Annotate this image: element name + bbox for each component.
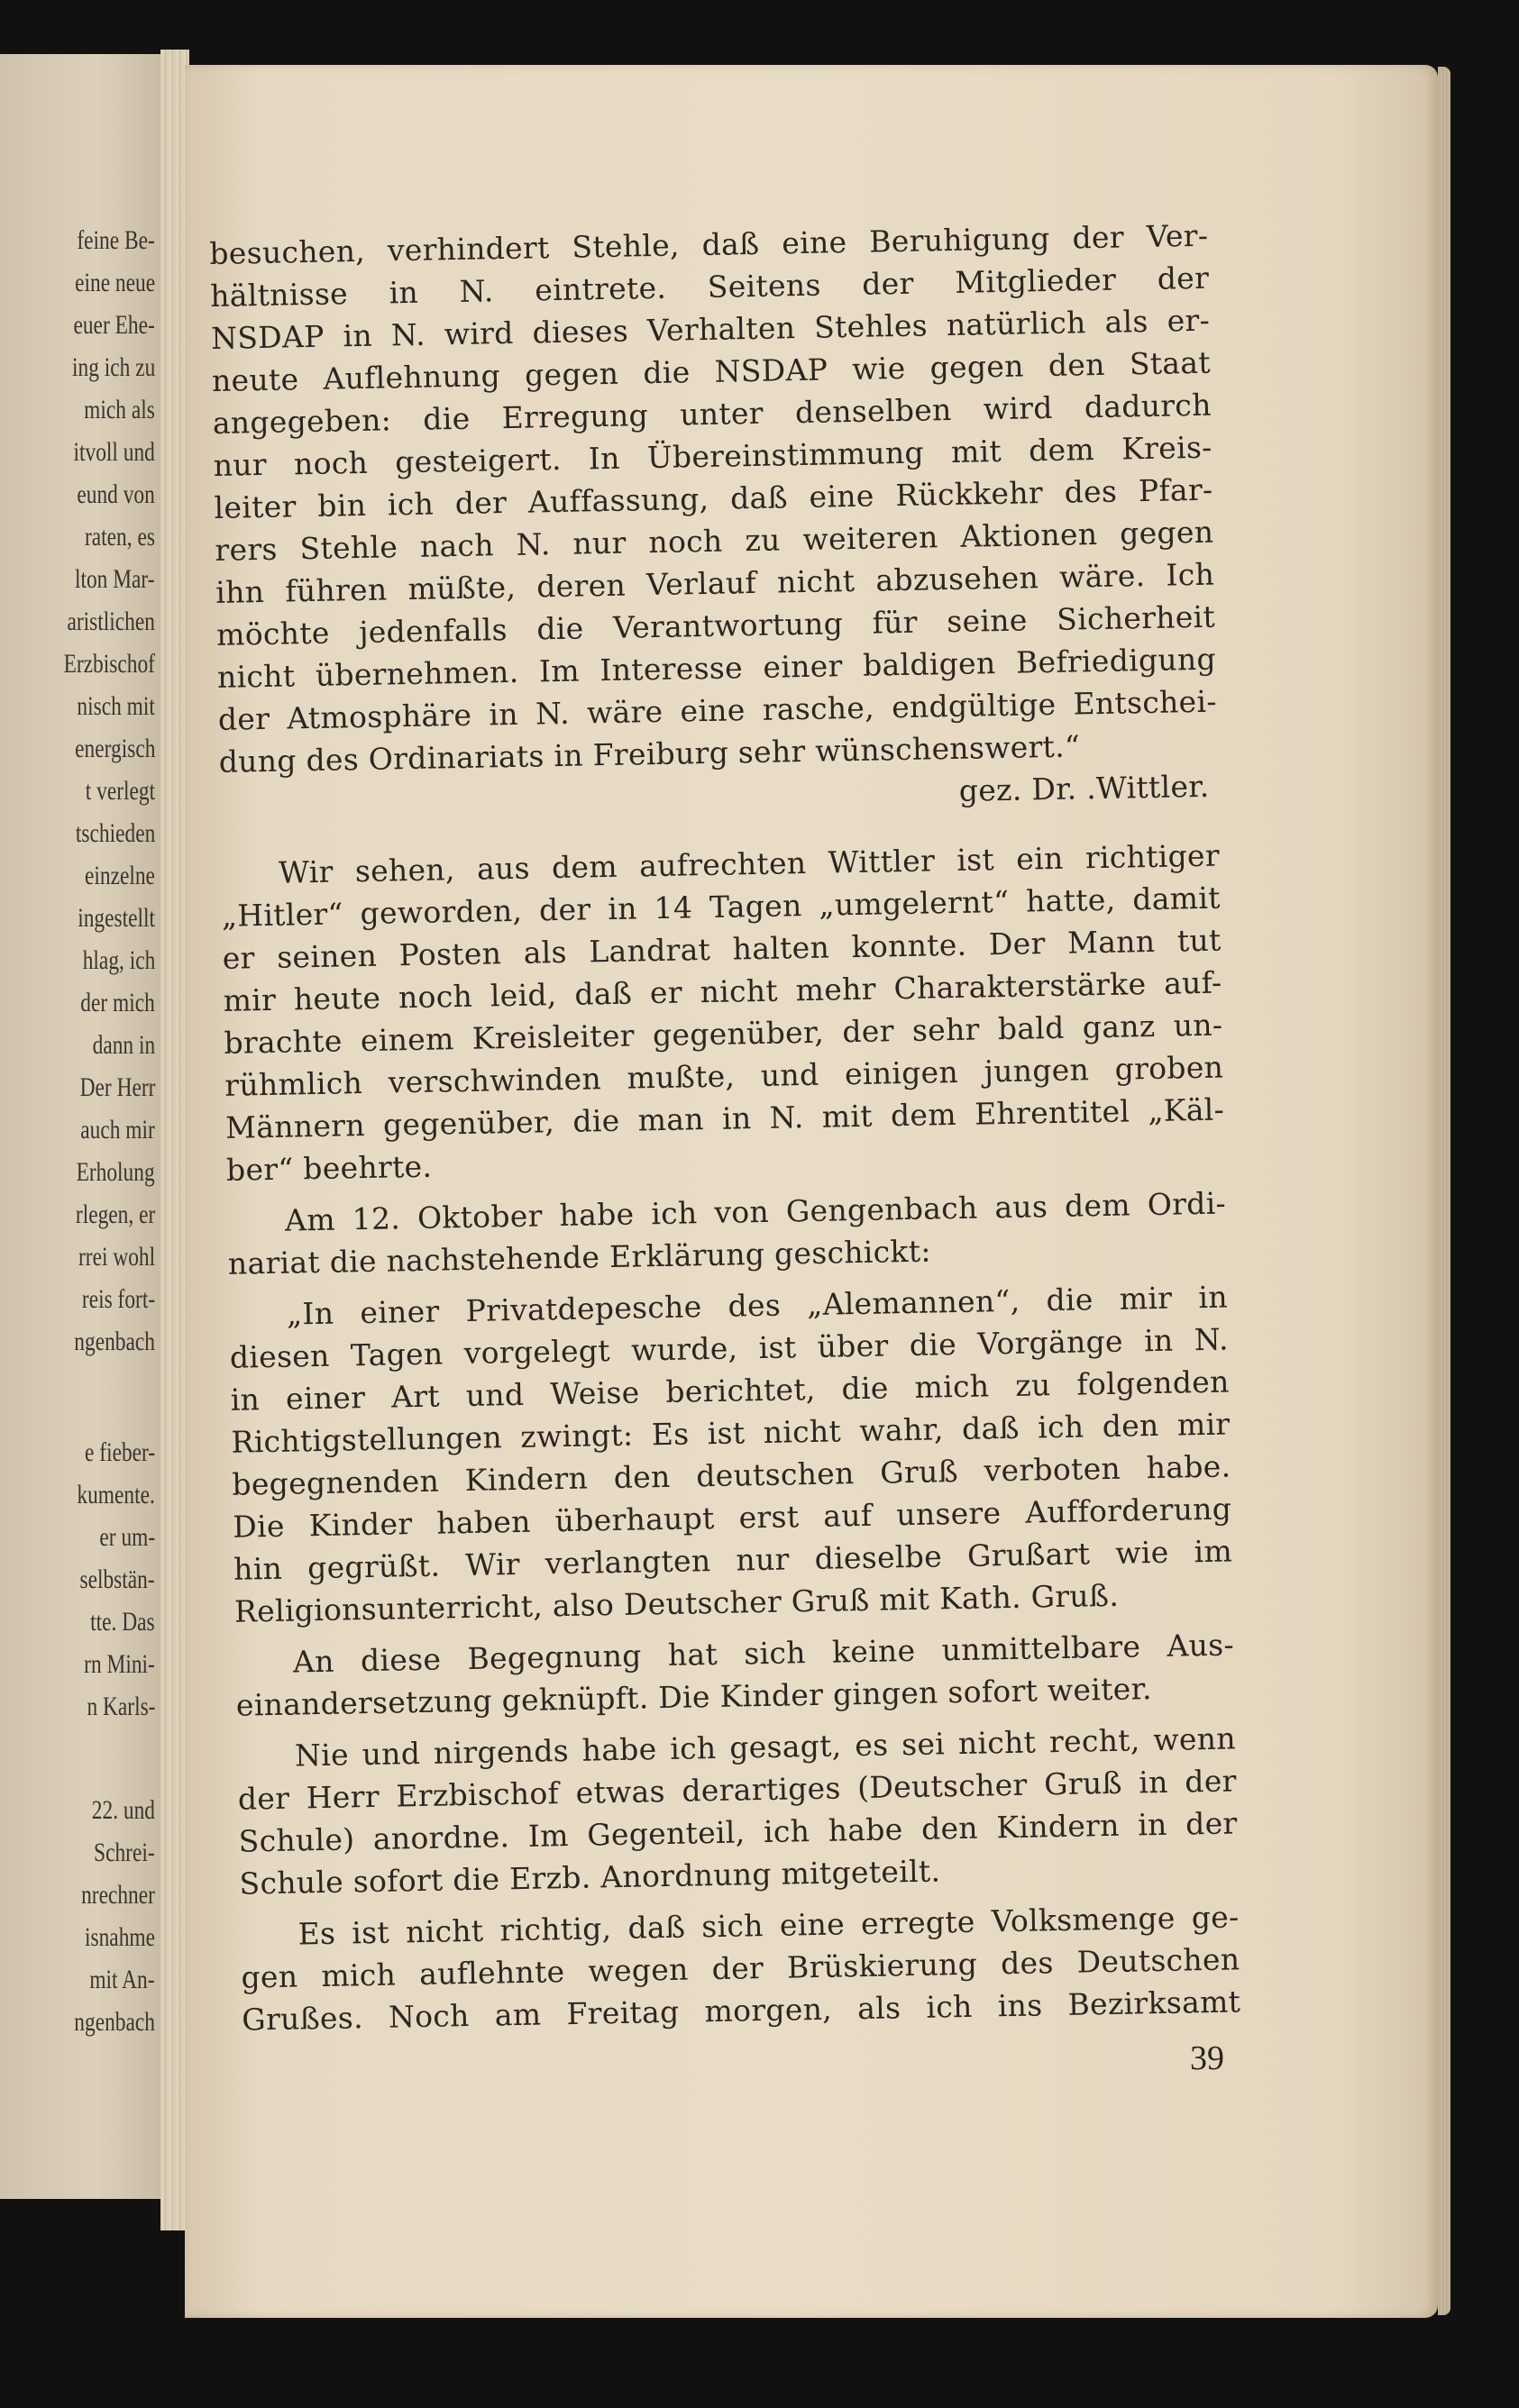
left-fragment: mit An- [89,1965,155,1994]
page-edge [1438,67,1450,2315]
left-fragment: auch mir [80,1115,155,1145]
text-line: Religionsunterricht, also Deutscher Gruß mit Kath. Gruß. [233,1577,1120,1629]
text-line: rers Stehle nach N. nur noch zu weiteren Aktionen gegen [215,514,1214,568]
text-line: nariat die nachstehende Erklärung geschickt: [227,1233,932,1282]
text-line: einandersetzung geknüpft. Die Kinder gingen sofort weiter. [235,1671,1153,1723]
left-fragment: feine Be- [77,225,155,255]
text-line: Die Kinder haben überhaupt erst auf unsere Aufforderung [232,1491,1232,1545]
left-fragment: isnahme [85,1922,155,1952]
left-fragment: mich als [84,395,155,424]
left-fragment: Erholung [76,1157,155,1187]
text-line: nur noch gesteigert. In Übereinstimmung mit dem Kreis- [213,429,1212,483]
left-fragment: 22. und [91,1795,155,1825]
text-line: rühmlich verschwinden mußte, und einigen jungen groben [224,1049,1224,1103]
text-line: „In einer Privatdepesche des „Alemannen“, die mir in [286,1279,1229,1332]
page-number: 39 [1190,2039,1224,2077]
left-fragment: der mich [80,988,155,1017]
left-fragment: ngenbach [74,2007,155,2037]
left-fragment: selbstän- [79,1564,155,1594]
text-line: Männern gegenüber, die man in N. mit dem Ehrentitel „Käl- [224,1091,1225,1145]
left-fragment: rrei wohl [78,1242,155,1272]
text-line: „Hitler“ geworden, der in 14 Tagen „umgelernt“ hatte, damit [221,880,1222,934]
left-fragment: ingestellt [78,903,155,933]
text-line: Schule) anordne. Im Gegenteil, ich habe den Kindern in der [238,1805,1238,1859]
text-line: Grußes. Noch am Freitag morgen, als ich ins Bezirksamt [241,1984,1241,2038]
left-fragment: e fieber- [84,1437,155,1467]
text-line: leiter bin ich der Auffassung, daß eine Rückkehr des Pfar- [214,471,1213,525]
text-line: in einer Art und Weise berichtet, die mich zu folgenden [230,1364,1230,1418]
signature-line: gez. Dr. .Wittler. [958,768,1210,808]
text-line: NSDAP in N. wird dieses Verhalten Stehles natürlich als er- [210,302,1211,356]
left-fragment: hlag, ich [82,945,155,975]
left-fragment: reis fort- [81,1284,155,1314]
left-fragment: dann in [92,1030,155,1060]
left-fragment: eine neue [74,268,155,297]
text-line: hin gegrüßt. Wir verlangten nur dieselbe Grußart wie im [233,1533,1233,1587]
left-fragment: nrechner [81,1880,155,1910]
text-line: mir heute noch leid, daß er nicht mehr Charakterstärke auf- [223,964,1222,1018]
left-fragment: kumente. [77,1480,155,1510]
left-fragment: einzelne [85,861,155,890]
text-line: Am 12. Oktober habe ich von Gengenbach aus dem Ordi- [284,1185,1227,1238]
text-line: besuchen, verhindert Stehle, daß eine Beruhigung der Ver- [209,217,1209,271]
left-fragment: Schrei- [94,1838,155,1867]
text-line: Es ist nicht richtig, daß sich eine erregte Volksmenge ge- [297,1899,1240,1952]
left-fragment: euer Ehe- [73,310,155,340]
left-fragment: n Karls- [86,1692,155,1721]
text-line: Richtigstellungen zwingt: Es ist nicht wahr, daß ich den mir [231,1406,1231,1460]
text-line: brachte einem Kreisleiter gegenüber, der sehr bald ganz un- [224,1007,1223,1061]
text-line: der Atmosphäre in N. wäre eine rasche, endgültige Entschei- [217,683,1218,737]
text-line: angegeben: die Erregung unter denselben wird dadurch [212,387,1212,441]
left-fragment: Erzbischof [63,649,155,679]
text-line: Wir sehen, aus dem aufrechten Wittler ist ein richtiger [278,837,1221,890]
text-line: er seinen Posten als Landrat halten konnte. Der Mann tut [222,922,1222,976]
left-fragment: Der Herr [79,1072,155,1102]
left-fragment: nisch mit [77,691,155,721]
left-fragment: lton Mar- [75,564,155,594]
text-line: der Herr Erzbischof etwas derartiges (Deutscher Gruß in der [237,1763,1238,1817]
text-line: nicht übernehmen. Im Interesse einer baldigen Befriedigung [216,641,1217,695]
facing-page-left [0,54,160,2199]
text-line: gen mich auflehnte wegen der Brüskierung des Deutschen [241,1941,1240,1995]
left-fragment: rn Mini- [84,1649,155,1679]
text-line: hältnisse in N. eintrete. Seitens der Mitglieder der [209,260,1210,314]
left-fragment: rlegen, er [75,1199,155,1229]
page-text [209,214,1241,2041]
left-fragment: tschieden [75,818,155,848]
left-fragment: aristlichen [67,607,155,636]
text-line: begegnenden Kindern den deutschen Gruß verboten habe. [232,1448,1231,1502]
text-line: neute Auflehnung gegen die NSDAP wie gegen den Staat [211,344,1212,398]
text-line: An diese Begegnung hat sich keine unmittelbare Aus- [292,1627,1235,1680]
left-fragment: energisch [74,734,155,763]
left-fragment: itvoll und [73,437,155,467]
text-line: ber“ beehrte. [225,1148,433,1188]
text-line: Schule sofort die Erzb. Anordnung mitgeteilt. [239,1853,941,1902]
left-fragment: ngenbach [74,1327,155,1356]
left-fragment: tte. Das [90,1607,155,1637]
left-fragment: ing ich zu [71,352,155,382]
text-line: ihn führen müßte, deren Verlauf nicht abzusehen wäre. Ich [215,556,1215,610]
left-fragment: t verlegt [85,776,155,806]
left-fragment: eund von [77,479,155,509]
left-fragment: er um- [99,1522,155,1552]
text-line: möchte jedenfalls die Verantwortung für seine Sicherheit [215,598,1216,652]
text-line: diesen Tagen vorgelegt wurde, ist über die Vorgänge in N. [229,1321,1230,1375]
text-line: dung des Ordinariats in Freiburg sehr wünschenswert.“ [218,728,1081,780]
left-fragment: raten, es [85,522,155,552]
text-line: Nie und nirgends habe ich gesagt, es sei nicht recht, wenn [294,1720,1237,1774]
